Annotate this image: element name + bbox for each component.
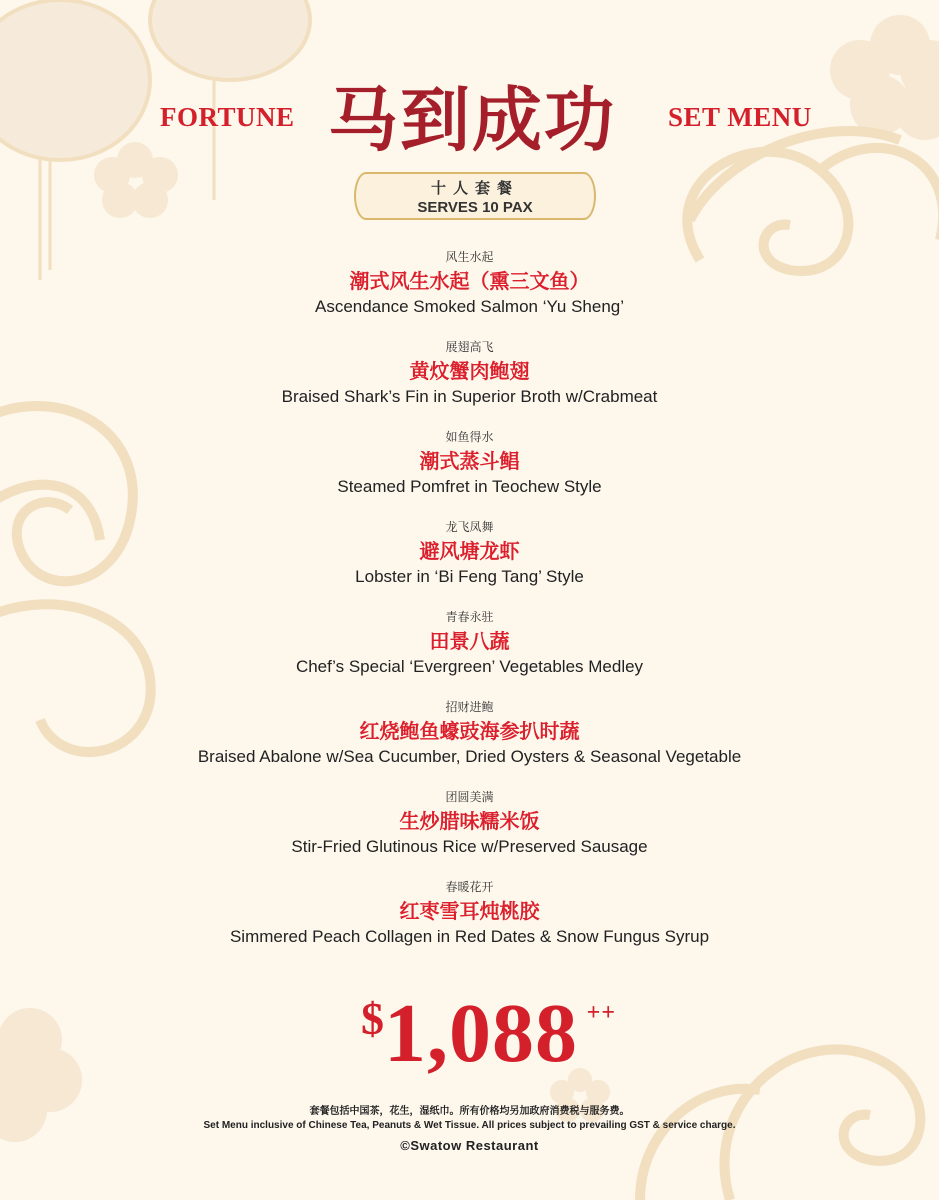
course-chinese-name: 红枣雪耳炖桃胶 xyxy=(399,899,540,923)
course-english-name: Chef’s Special ‘Evergreen’ Vegetables Medley xyxy=(295,657,644,676)
course-english-name: Lobster in ‘Bi Feng Tang’ Style xyxy=(355,567,584,586)
course-chinese-name: 黄炆蟹肉鲍翅 xyxy=(409,359,530,383)
course-poetic-name: 招财进鲍 xyxy=(445,700,494,714)
course-item xyxy=(0,428,939,518)
serves-badge-english: SERVES 10 PAX xyxy=(417,199,533,216)
course-chinese-name: 生炒腊味糯米饭 xyxy=(399,809,540,833)
menu-header xyxy=(0,78,939,168)
footer-english-note: Set Menu inclusive of Chinese Tea, Peanuts & Wet Tissue. All prices subject to prevailing GST & service charge. xyxy=(203,1120,736,1131)
course-item xyxy=(0,518,939,608)
course-chinese-name: 红烧鲍鱼蠔豉海参扒时蔬 xyxy=(359,719,580,743)
price-suffix: ++ xyxy=(586,1000,616,1026)
course-poetic-name: 团圆美满 xyxy=(445,790,494,804)
copyright: ©Swatow Restaurant xyxy=(400,1138,539,1153)
course-english-name: Braised Abalone w/Sea Cucumber, Dried Oysters & Seasonal Vegetable xyxy=(197,747,742,766)
course-item xyxy=(0,698,939,788)
menu-title: 马到成功 xyxy=(328,78,616,161)
course-chinese-name: 田景八蔬 xyxy=(429,629,510,653)
course-poetic-name: 青春永驻 xyxy=(445,610,494,624)
course-poetic-name: 展翅高飞 xyxy=(445,340,494,354)
course-item xyxy=(0,608,939,698)
course-poetic-name: 龙飞凤舞 xyxy=(445,520,494,534)
course-english-name: Steamed Pomfret in Teochew Style xyxy=(337,477,602,496)
course-item xyxy=(0,878,939,968)
course-poetic-name: 春暖花开 xyxy=(445,880,494,894)
course-chinese-name: 潮式风生水起（熏三文鱼） xyxy=(349,269,590,293)
course-chinese-name: 潮式蒸斗鲳 xyxy=(419,449,520,473)
footer-chinese-note: 套餐包括中国茶，花生，湿纸巾。所有价格均另加政府消费税与服务费。 xyxy=(309,1106,630,1117)
course-item xyxy=(0,338,939,428)
course-english-name: Ascendance Smoked Salmon ‘Yu Sheng’ xyxy=(314,297,625,316)
course-english-name: Stir-Fried Glutinous Rice w/Preserved Sausage xyxy=(291,837,648,856)
course-chinese-name: 避风塘龙虾 xyxy=(419,539,520,563)
course-list xyxy=(0,248,939,968)
course-english-name: Braised Shark’s Fin in Superior Broth w/Crabmeat xyxy=(281,387,658,406)
course-english-name: Simmered Peach Collagen in Red Dates & Snow Fungus Syrup xyxy=(229,927,710,946)
course-item xyxy=(0,248,939,338)
menu-footer xyxy=(0,1104,939,1157)
course-item xyxy=(0,788,939,878)
serves-badge xyxy=(354,172,596,220)
fortune-label: FORTUNE xyxy=(160,102,295,132)
set-menu-label: SET MENU xyxy=(668,102,812,132)
price xyxy=(0,984,939,1084)
serves-badge-chinese: 十人套餐 xyxy=(430,179,519,197)
price-currency: $ xyxy=(361,993,384,1044)
price-amount: 1,088 xyxy=(384,987,578,1080)
course-poetic-name: 如鱼得水 xyxy=(445,430,494,444)
course-poetic-name: 风生水起 xyxy=(445,250,494,264)
